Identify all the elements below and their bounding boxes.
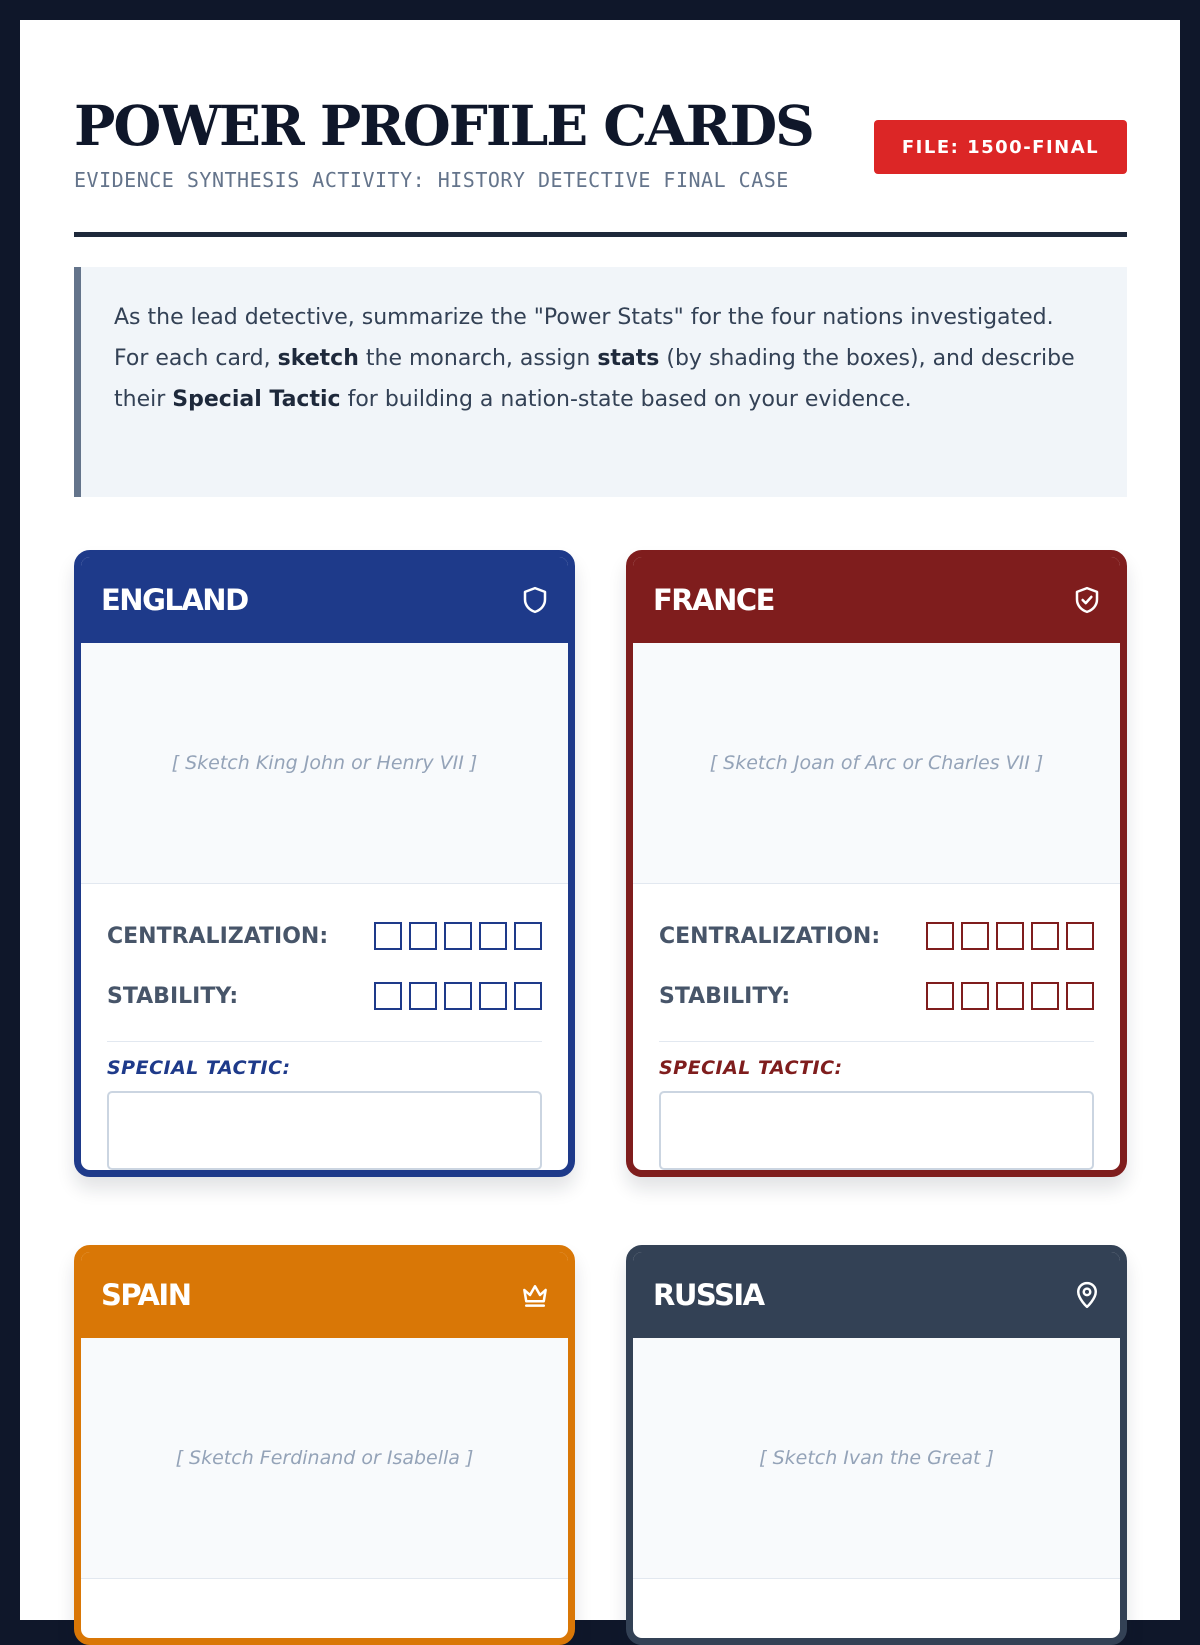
file-badge: FILE: 1500-FINAL — [874, 120, 1127, 174]
sketch-area[interactable] — [81, 1338, 568, 1579]
stability-boxes — [926, 982, 1094, 1010]
sketch-hint: [ Sketch Joan of Arc or Charles VII ] — [709, 752, 1044, 774]
card-name: ENGLAND — [101, 583, 248, 617]
stat-label-stability: STABILITY: — [107, 983, 239, 1009]
instructions-text: (by shading the boxes), and describe their — [114, 346, 1075, 412]
stat-box[interactable] — [1031, 922, 1059, 950]
card-header — [633, 557, 1120, 643]
stat-box[interactable] — [514, 922, 542, 950]
divider — [107, 1041, 542, 1042]
stat-box[interactable] — [961, 922, 989, 950]
instructions-text: As the lead detective, summarize the "Power Stats" for the four nations investigated. For each card, — [114, 305, 1054, 371]
page-title: POWER PROFILE CARDS — [74, 93, 813, 158]
stat-box[interactable] — [444, 922, 472, 950]
centralization-boxes — [374, 922, 542, 950]
stat-row-centralization — [107, 906, 542, 966]
stat-label-centralization: CENTRALIZATION: — [107, 923, 329, 949]
sketch-area[interactable] — [633, 1338, 1120, 1579]
card-france — [626, 550, 1127, 1177]
stability-boxes — [374, 982, 542, 1010]
stat-box[interactable] — [409, 922, 437, 950]
card-name: RUSSIA — [653, 1278, 764, 1312]
instructions-box — [74, 267, 1127, 497]
card-russia — [626, 1245, 1127, 1645]
stat-box[interactable] — [444, 982, 472, 1010]
divider — [659, 1041, 1094, 1042]
stat-row-stability — [659, 966, 1094, 1026]
sketch-area[interactable] — [81, 643, 568, 884]
stat-row-centralization — [659, 906, 1094, 966]
instructions-bold-special-tactic: Special Tactic — [172, 387, 341, 412]
stat-box[interactable] — [374, 982, 402, 1010]
stat-box[interactable] — [374, 922, 402, 950]
instructions-bold-stats: stats — [597, 346, 660, 371]
card-name: SPAIN — [101, 1278, 191, 1312]
stat-box[interactable] — [996, 982, 1024, 1010]
header — [74, 80, 1127, 237]
stat-row-stability — [107, 966, 542, 1026]
stat-box[interactable] — [1031, 982, 1059, 1010]
card-header — [81, 557, 568, 643]
shield-check-icon — [1072, 585, 1102, 615]
sketch-area[interactable] — [633, 643, 1120, 884]
sketch-hint: [ Sketch Ivan the Great ] — [759, 1447, 994, 1469]
card-name: FRANCE — [653, 583, 774, 617]
card-header — [81, 1252, 568, 1338]
special-tactic-field[interactable] — [659, 1091, 1094, 1170]
special-tactic-field[interactable] — [107, 1091, 542, 1170]
card-header — [633, 1252, 1120, 1338]
instructions-bold-sketch: sketch — [277, 346, 359, 371]
stat-box[interactable] — [479, 922, 507, 950]
page-subtitle: EVIDENCE SYNTHESIS ACTIVITY: HISTORY DETECTIVE FINAL CASE — [74, 168, 789, 192]
special-tactic-label: SPECIAL TACTIC: — [659, 1057, 843, 1079]
map-pin-icon — [1072, 1280, 1102, 1310]
special-tactic-label: SPECIAL TACTIC: — [107, 1057, 291, 1079]
card-england — [74, 550, 575, 1177]
stats-section — [633, 884, 1120, 1170]
stat-box[interactable] — [514, 982, 542, 1010]
stat-label-centralization: CENTRALIZATION: — [659, 923, 881, 949]
sketch-hint: [ Sketch Ferdinand or Isabella ] — [175, 1447, 474, 1469]
instructions-text: for building a nation-state based on your evidence. — [340, 387, 912, 412]
stat-box[interactable] — [479, 982, 507, 1010]
centralization-boxes — [926, 922, 1094, 950]
shield-icon — [520, 585, 550, 615]
instructions-text: the monarch, assign — [358, 346, 598, 371]
stat-box[interactable] — [1066, 922, 1094, 950]
stat-box[interactable] — [409, 982, 437, 1010]
stat-box[interactable] — [926, 922, 954, 950]
stat-label-stability: STABILITY: — [659, 983, 791, 1009]
stat-box[interactable] — [1066, 982, 1094, 1010]
card-spain — [74, 1245, 575, 1645]
stat-box[interactable] — [996, 922, 1024, 950]
sketch-hint: [ Sketch King John or Henry VII ] — [171, 752, 478, 774]
stat-box[interactable] — [961, 982, 989, 1010]
crown-icon — [520, 1280, 550, 1310]
stat-box[interactable] — [926, 982, 954, 1010]
stats-section — [81, 884, 568, 1170]
worksheet-page — [20, 20, 1180, 1620]
